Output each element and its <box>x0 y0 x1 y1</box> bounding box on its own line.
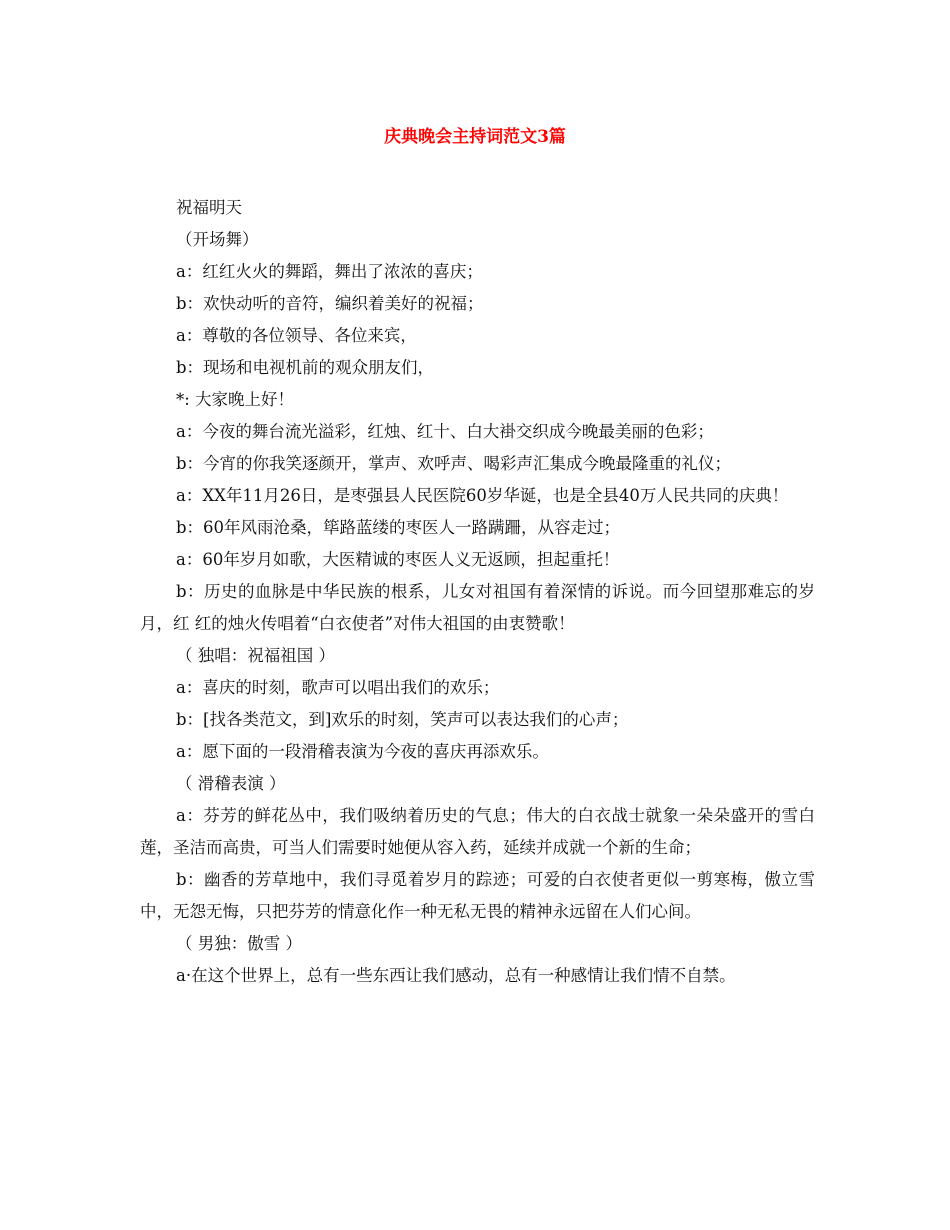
paragraph: a：XX年11月26日，是枣强县人民医院60岁华诞，也是全县40万人民共同的庆典！ <box>176 486 789 505</box>
paragraph: b：欢快动听的音符，编织着美好的祝福； <box>176 294 484 313</box>
paragraph: a：喜庆的时刻，歌声可以唱出我们的欢乐； <box>176 678 500 697</box>
paragraph: b：历史的血脉是中华民族的根系，儿女对祖国有着深情的诉说。而今回望那难忘的岁月，红 红的烛火传唱着“白衣使者”对伟大祖国的由衷赞歌！ <box>140 582 815 633</box>
paragraph: *: 大家晚上好！ <box>176 390 295 409</box>
paragraph: b：60年风雨沧桑，筚路蓝缕的枣医人一路蹒跚，从容走过； <box>176 518 621 537</box>
paragraph: a：芬芳的鲜花丛中，我们吸纳着历史的气息；伟大的白衣战士就象一朵朵盛开的雪白莲，圣洁而高贵，可当人们需要时她便从容入药，延续并成就一个新的生命； <box>140 806 815 857</box>
paragraph: a：今夜的舞台流光溢彩，红烛、红十、白大褂交织成今晚最美丽的色彩； <box>176 422 714 441</box>
paragraph: b：幽香的芳草地中，我们寻觅着岁月的踪迹；可爱的白衣使者更似一剪寒梅，傲立雪中，无怨无悔，只把芬芳的情意化作一种无私无畏的精神永远留在人们心间。 <box>140 870 815 921</box>
paragraph: b：今宵的你我笑逐颜开，掌声、欢呼声、喝彩声汇集成今晚最隆重的礼仪； <box>176 454 732 473</box>
paragraph: （ 男独：傲雪 ） <box>176 934 302 953</box>
paragraph: 祝福明天 <box>176 198 242 217</box>
paragraph: （ 独唱：祝福祖国 ） <box>176 646 335 665</box>
paragraph: b：现场和电视机前的观众朋友们， <box>176 358 435 377</box>
paragraph: b：[找各类范文，到]欢乐的时刻，笑声可以表达我们的心声； <box>176 710 629 729</box>
document-title: 庆典晚会主持词范文3篇 <box>384 127 566 147</box>
document-body <box>140 192 815 992</box>
paragraph: （ 滑稽表演 ） <box>176 774 286 793</box>
paragraph: （开场舞） <box>176 230 259 249</box>
paragraph: a：60年岁月如歌，大医精诚的枣医人义无返顾，担起重托！ <box>176 550 620 569</box>
paragraph: a：愿下面的一段滑稽表演为今夜的喜庆再添欢乐。 <box>176 742 549 761</box>
paragraph: a：红红火火的舞蹈，舞出了浓浓的喜庆； <box>176 262 483 281</box>
paragraph: a·在这个世界上，总有一些东西让我们感动，总有一种感情让我们情不自禁。 <box>176 966 736 985</box>
paragraph: a：尊敬的各位领导、各位来宾， <box>176 326 417 345</box>
